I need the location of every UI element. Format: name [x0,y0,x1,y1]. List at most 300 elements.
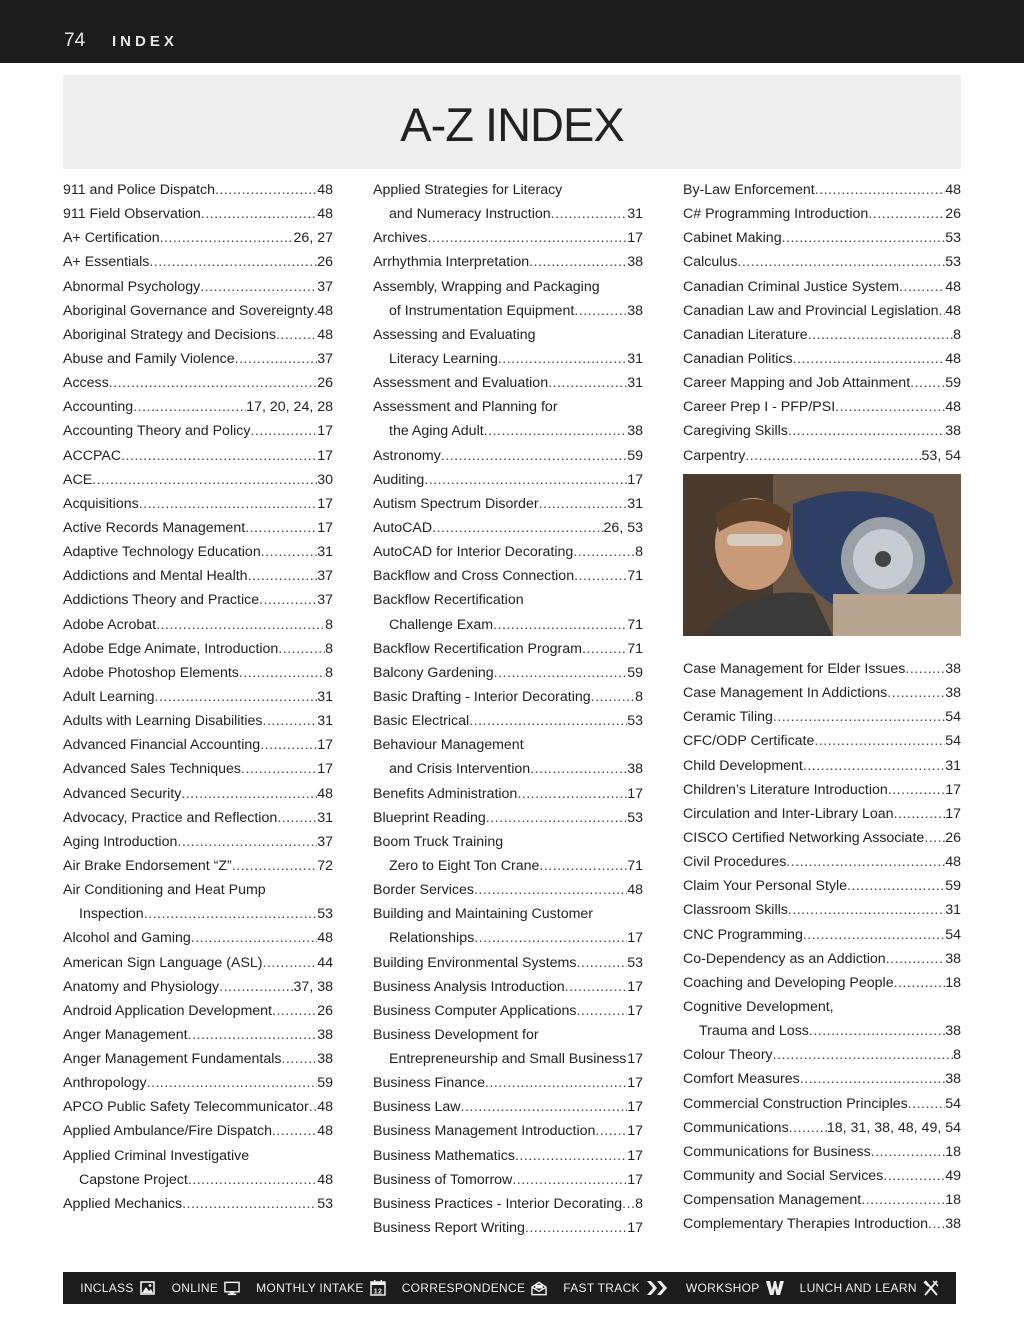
legend-label: INCLASS [80,1281,134,1295]
dot-leader [109,371,317,395]
dot-leader [156,613,325,637]
index-entry [683,1116,961,1140]
fork-knife-icon [923,1280,939,1296]
index-term: Adaptive Technology Education [63,544,261,561]
page-reference: 17 [627,930,643,947]
index-entry [373,540,643,564]
index-entry [683,657,961,681]
index-term: Backflow and Cross Connection [373,568,575,585]
page-reference: 48 [317,302,333,319]
index-entry [373,902,643,926]
page-reference: 17 [945,781,961,798]
page-reference: 37 [317,568,333,585]
index-entry [63,1119,333,1143]
dot-leader [924,826,945,850]
index-term: Aging Introduction [63,833,178,850]
index-entry [63,782,333,806]
index-entry [373,709,643,733]
legend-monthly-intake [256,1280,386,1296]
index-term: Ceramic Tiling [683,709,773,726]
dot-leader [309,1095,317,1119]
page-reference: 38 [317,1026,333,1043]
page-reference: 49 [945,1167,961,1184]
page-reference: 17 [627,1002,643,1019]
index-entry [63,733,333,757]
index-entry [683,395,961,419]
page-reference: 48 [317,1171,333,1188]
page-reference: 44 [317,954,333,971]
index-term: Arrhythmia Interpretation [373,254,530,271]
index-entry [373,613,643,637]
index-entry [63,637,333,661]
index-entry [683,347,961,371]
dot-leader [160,226,294,250]
index-entry [373,202,643,226]
dot-leader [272,1119,317,1143]
page-reference: 17 [945,805,961,822]
index-term: Backflow Recertification Program [373,640,582,657]
index-entry [373,1119,643,1143]
index-entry [63,902,333,926]
index-entry [373,1192,643,1216]
page-reference: 26 [317,254,333,271]
page-reference: 37 [317,278,333,295]
index-term: Adult Learning [63,688,155,705]
page-reference: 38 [627,423,643,440]
dot-leader [276,323,317,347]
index-term: Advanced Sales Techniques [63,761,241,778]
page-reference: 17 [317,761,333,778]
index-entry [683,419,961,443]
page-reference: 38 [945,685,961,702]
index-entry [683,1188,961,1212]
legend-correspondence [402,1280,548,1296]
page-reference: 18 [945,974,961,991]
index-term: Access [63,375,109,392]
index-entry [63,878,333,902]
dot-leader [905,657,945,681]
index-term: Auditing [373,471,425,488]
index-entry [683,178,961,202]
dot-leader [539,854,627,878]
index-entry [63,1192,333,1216]
dot-leader [789,1116,827,1140]
index-term: Entrepreneurship and Small Business [389,1051,627,1068]
page-reference: 38 [945,423,961,440]
index-term: Basic Electrical [373,713,470,730]
index-term: Literacy Learning [389,350,498,367]
dot-leader [809,1019,945,1043]
index-term: Community and Social Services [683,1167,884,1184]
index-term: Classroom Skills [683,902,788,919]
dot-leader [484,419,628,443]
index-term: Anthropology [63,1075,147,1092]
page-reference: 48 [317,182,333,198]
dot-leader [515,1144,627,1168]
page-reference: 59 [945,375,961,392]
index-entry [683,226,961,250]
index-entry [373,371,643,395]
index-entry [373,1047,643,1071]
page-reference: 31 [317,688,333,705]
index-term: Accounting Theory and Policy [63,423,251,440]
index-entry [63,275,333,299]
index-entry [63,468,333,492]
section-title: INDEX [112,33,178,50]
page-reference: 71 [627,568,643,585]
index-term: Assessing and Evaluating [373,326,536,343]
dot-leader [272,999,317,1023]
dot-leader [517,782,627,806]
page-reference: 48 [317,1099,333,1116]
page-reference: 38 [945,1071,961,1088]
dot-leader [261,540,318,564]
index-term: Business Law [373,1099,461,1116]
monitor-icon [224,1280,240,1296]
page-reference: 18 [945,1143,961,1160]
index-term: Air Conditioning and Heat Pump [63,882,266,899]
legend-lunch-and-learn [800,1280,939,1296]
legend-footer [63,1272,956,1304]
index-entry [683,275,961,299]
page-reference: 71 [627,640,643,657]
index-entry [63,1071,333,1095]
index-entry [683,1092,961,1116]
index-term: Coaching and Developing People [683,974,894,991]
index-entry [63,1047,333,1071]
page-reference: 17 [317,495,333,512]
index-term: Business Finance [373,1075,485,1092]
dot-leader [910,371,945,395]
dot-leader [155,685,318,709]
page-reference: 17 [627,1051,643,1068]
page-reference: 71 [627,616,643,633]
index-entry [63,830,333,854]
index-entry [683,1164,961,1188]
index-entry [63,250,333,274]
dot-leader [887,681,945,705]
page-reference: 8 [325,664,333,681]
index-term: Accounting [63,399,134,416]
page-reference: 17 [627,1171,643,1188]
index-column-2 [373,178,643,1240]
index-term: Building and Maintaining Customer [373,906,594,923]
index-term: Communications [683,1119,789,1136]
index-term: Communications for Business [683,1143,871,1160]
index-entry [63,1095,333,1119]
index-entry [63,951,333,975]
page-reference: 37, 38 [293,978,333,995]
page-reference: 38 [945,1023,961,1040]
dot-leader [248,564,318,588]
page-reference: 71 [627,857,643,874]
page-reference: 8 [635,1195,643,1212]
index-term: CNC Programming [683,926,803,943]
index-term: Inspection [79,906,144,923]
legend-label: MONTHLY INTAKE [256,1281,364,1295]
index-entry [683,923,961,947]
dot-leader [622,1192,635,1216]
dot-leader [868,202,945,226]
index-entry [683,299,961,323]
index-term: Balcony Gardening [373,664,494,681]
index-entry [63,492,333,516]
dot-leader [259,588,317,612]
index-entry [373,178,643,202]
dot-leader [149,250,317,274]
index-term: Adobe Acrobat [63,616,157,633]
page-reference: 18 [945,1192,961,1209]
index-term: Abnormal Psychology [63,278,201,295]
index-entry [683,1019,961,1043]
dot-leader [469,709,627,733]
page-reference: 54 [945,709,961,726]
page-reference: 54 [945,733,961,750]
index-term: Business Management Introduction [373,1123,596,1140]
dot-leader [474,926,627,950]
index-term: Business Report Writing [373,1220,525,1237]
page-reference: 17, 20, 24, 28 [246,399,333,416]
index-term: Boom Truck Training [373,833,504,850]
page-reference: 17 [627,1099,643,1116]
index-term: Caregiving Skills [683,423,788,440]
index-term: Applied Ambulance/Fire Dispatch [63,1123,272,1140]
dot-leader [808,323,953,347]
dot-leader [263,951,318,975]
index-entry [373,830,643,854]
w-icon [766,1280,784,1296]
index-entry [63,588,333,612]
page-reference: 17 [627,978,643,995]
page-reference: 17 [627,471,643,488]
page-reference: 59 [627,447,643,464]
dot-leader [147,1071,318,1095]
legend-label: LUNCH AND LEARN [799,1281,917,1295]
legend-label: FAST TRACK [563,1281,640,1295]
carpentry-photo [683,474,961,636]
index-term: Adults with Learning Disabilities [63,713,263,730]
index-entry [63,806,333,830]
index-entry [373,226,643,250]
index-entry [373,1144,643,1168]
page-reference: 31 [317,544,333,561]
page-reference: 8 [953,1047,961,1064]
index-term: Business Development for [373,1026,539,1043]
index-term: Android Application Development [63,1002,273,1019]
dot-leader [574,299,627,323]
dot-leader [188,1168,317,1192]
page-reference: 53 [945,230,961,247]
page-reference: 53 [317,1195,333,1212]
page-reference: 8 [953,326,961,343]
index-entry [373,685,643,709]
index-entry [683,681,961,705]
dot-leader [529,250,627,274]
index-entry [63,516,333,540]
page-reference: 17 [627,230,643,247]
index-entry [373,395,643,419]
index-term: Air Brake Endorsement “Z” [63,857,232,874]
index-term: Circulation and Inter-Library Loan [683,805,894,822]
index-entry [683,826,961,850]
dot-leader [737,250,945,274]
index-entry [683,371,961,395]
dot-leader [773,1043,953,1067]
index-entry [373,1023,643,1047]
index-entry [683,971,961,995]
index-entry [63,323,333,347]
index-entry [373,323,643,347]
index-entry [373,806,643,830]
dot-leader [815,178,946,202]
page-reference: 31 [627,206,643,223]
index-term: CFC/ODP Certificate [683,733,815,750]
index-term: Comfort Measures [683,1071,800,1088]
index-term: Case Management In Addictions [683,685,888,702]
index-entry [63,613,333,637]
index-term: Adobe Photoshop Elements [63,664,239,681]
index-term: Business of Tomorrow [373,1171,513,1188]
index-term: AutoCAD [373,519,433,536]
index-entry [373,516,643,540]
dot-leader [461,1095,628,1119]
index-entry [63,1023,333,1047]
index-term: Alcohol and Gaming [63,930,191,947]
index-entry [63,661,333,685]
index-term: Backflow Recertification [373,592,524,609]
index-entry [373,444,643,468]
index-term: Trauma and Loss [699,1023,809,1040]
dot-leader [530,757,627,781]
index-entry [373,588,643,612]
index-entry [373,782,643,806]
page-reference: 53 [627,809,643,826]
page-reference: 31 [627,350,643,367]
index-term: Colour Theory [683,1047,773,1064]
dot-leader [576,951,627,975]
index-entry [63,419,333,443]
dot-leader [573,540,635,564]
index-entry [63,1168,333,1192]
photo-illustration [683,474,961,636]
index-term: Assessment and Planning for [373,399,558,416]
dot-leader [883,1164,945,1188]
index-entry [683,947,961,971]
index-term: Career Mapping and Job Attainment [683,375,911,392]
dot-leader [871,1140,946,1164]
page-reference: 31 [627,375,643,392]
index-term: C# Programming Introduction [683,206,869,223]
index-term: 911 and Police Dispatch [63,182,215,198]
dot-leader [786,850,945,874]
dot-leader [201,202,317,226]
index-term: Addictions Theory and Practice [63,592,260,609]
index-entry [373,1216,643,1240]
index-entry [373,1071,643,1095]
index-term: Behaviour Management [373,737,524,754]
page-reference: 17 [627,1147,643,1164]
dot-leader [886,947,946,971]
index-term: the Aging Adult [389,423,484,440]
dot-leader [191,926,317,950]
dot-leader [512,1168,627,1192]
page-reference: 17 [627,785,643,802]
page-reference: 17 [627,1075,643,1092]
page-reference: 38 [317,1051,333,1068]
page-reference: 48 [317,326,333,343]
index-entry [373,999,643,1023]
dot-leader [92,468,317,492]
dot-leader [525,1216,627,1240]
index-term: of Instrumentation Equipment [389,302,575,319]
envelope-icon [531,1280,547,1296]
dot-leader [888,778,945,802]
index-entry [373,347,643,371]
dot-leader [245,516,317,540]
index-term: Anger Management [63,1026,188,1043]
dot-leader [263,709,318,733]
index-entry [373,468,643,492]
dot-leader [424,468,627,492]
index-term: Carpentry [683,447,746,464]
dot-leader [782,226,946,250]
dot-leader [894,802,946,826]
page-reference: 53, 54 [921,447,961,464]
page-title: A-Z INDEX [400,98,624,151]
index-entry [63,202,333,226]
index-entry [373,275,643,299]
dot-leader [788,419,945,443]
dot-leader [847,874,945,898]
index-entry [683,729,961,753]
index-term: Compensation Management [683,1192,862,1209]
index-column-3-continued [683,657,961,1236]
index-entry [63,395,333,419]
index-term: Business Practices - Interior Decorating [373,1195,623,1212]
index-term: Assessment and Evaluation [373,375,549,392]
index-term: Advocacy, Practice and Reflection [63,809,278,826]
page-reference: 48 [317,930,333,947]
title-banner [63,75,961,169]
index-entry [373,854,643,878]
index-entry [683,802,961,826]
index-term: Assembly, Wrapping and Packaging [373,278,600,295]
page-reference: 38 [627,302,643,319]
index-entry [683,874,961,898]
index-term: Blueprint Reading [373,809,486,826]
index-term: and Crisis Intervention [389,761,531,778]
index-entry [373,492,643,516]
index-term: ACCPAC [63,447,122,464]
index-term: Aboriginal Strategy and Decisions [63,326,276,343]
index-entry [373,637,643,661]
page-reference: 48 [945,278,961,295]
index-term: A+ Essentials [63,254,150,271]
page-reference: 30 [317,471,333,488]
index-term: ACE [63,471,93,488]
page-reference: 17 [317,423,333,440]
index-term: Applied Criminal Investigative [63,1147,250,1164]
index-entry [373,250,643,274]
dot-leader [239,661,325,685]
index-term: Canadian Law and Provincial Legislation [683,302,939,319]
dot-leader [498,347,627,371]
dot-leader [793,347,946,371]
index-entry [63,854,333,878]
page-reference: 8 [325,616,333,633]
index-term: Astronomy [373,447,441,464]
dot-leader [800,1067,946,1091]
